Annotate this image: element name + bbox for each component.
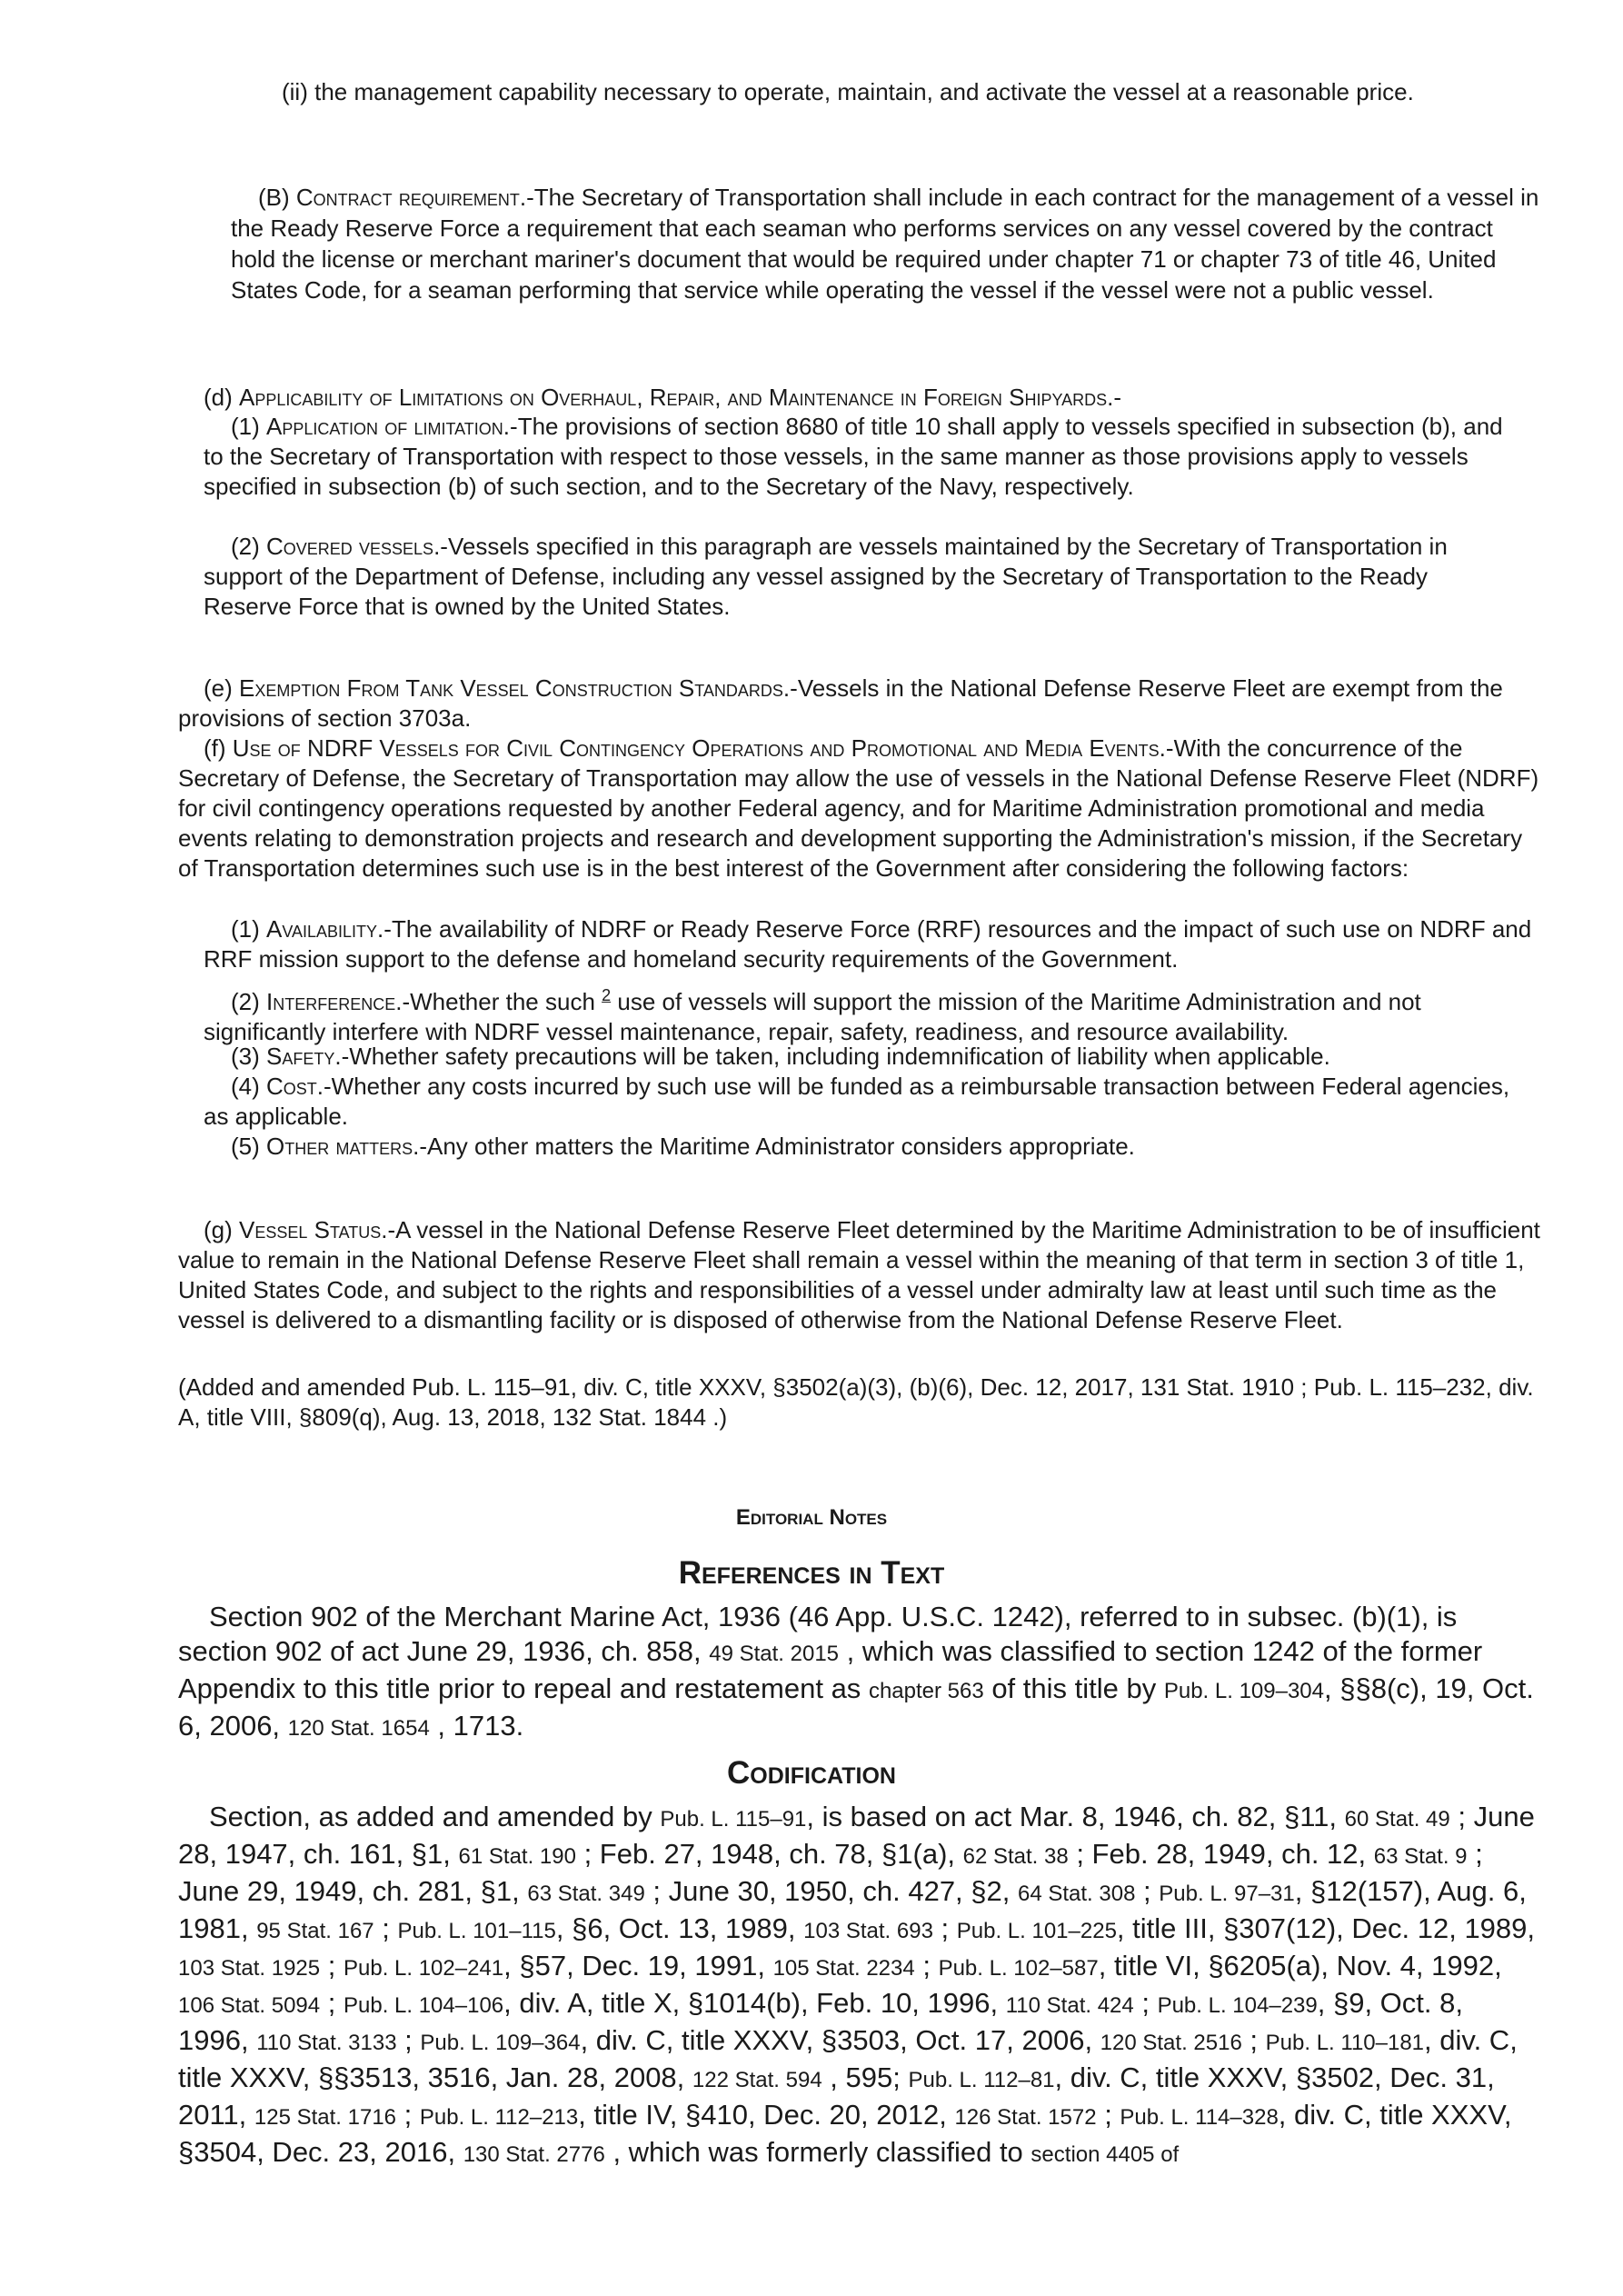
- subsection-g: [178, 1215, 1541, 1335]
- subsection-d-marker: (d): [204, 384, 239, 411]
- paragraph-d2-body: -Vessels specified in this paragraph are vessels maintained by the Secretary of Transportation in support of the Department of Defense, including any vessel assigned by the Secretary of Transportation to the Ready Reserve Force that is owned by the United States.: [204, 533, 1448, 620]
- subsection-f-body: -With the concurrence of the Secretary of Defense, the Secretary of Transportation may allow the use of vessels in the National Defense Reserve Fleet (NDRF) for civil contingency operations requested by another Federal agency, and for Maritime Administration promotional and media events relating to demonstration projects and research and development supporting the Administration's mission, if the Secretary of Transportation determines such use is in the best interest of the Government after considering the following factors:: [178, 734, 1539, 882]
- paragraph-f5-marker: (5): [231, 1133, 266, 1160]
- codification-text: , which was formerly classified to: [604, 2136, 1031, 2168]
- codification-text: ;: [373, 1912, 398, 1944]
- subsection-e-body: -Vessels in the National Defense Reserve Fleet are exempt from the provisions of section 3703a.: [178, 674, 1503, 732]
- subsection-f-marker: (f): [204, 734, 233, 762]
- codification-text: ; June 28, 1947, ch. 161, §1,: [178, 1801, 1535, 1870]
- subsection-f-heading: Use of NDRF Vessels for Civil Contingency Operations and Promotional and Media Events.: [232, 734, 1166, 762]
- citation-link[interactable]: Pub. L. 104–106: [343, 1993, 504, 2018]
- paragraph-f2-body-a: -Whether the such: [402, 988, 602, 1015]
- paragraph-f4-heading: Cost.: [266, 1073, 324, 1100]
- codification-text: ;: [1135, 1875, 1160, 1907]
- codification-text: ;: [1241, 2024, 1266, 2056]
- clause-b-heading: Contract requirement.: [295, 184, 527, 211]
- editorial-notes-heading: Editorial Notes: [735, 1505, 888, 1530]
- references-text-5: , 1713.: [429, 1710, 524, 1742]
- codification-text: Section, as added and amended by: [209, 1801, 661, 1832]
- subsection-g-heading: Vessel Status.: [239, 1216, 388, 1243]
- chapter-563-link[interactable]: chapter 563: [868, 1679, 984, 1703]
- citation-link[interactable]: Pub. L. 101–225: [956, 1919, 1117, 1943]
- codification-text: , div. C, title XXXV, §3504, Dec. 23, 2016,: [178, 2099, 1512, 2168]
- references-text-1: Section 902 of the Merchant Marine Act, 1936 (46 App. U.S.C. 1242), referred to in subsec. (b)(1), is section 902 of act June 29, 1936, ch. 858,: [178, 1601, 1458, 1667]
- codification-text: ; Feb. 27, 1948, ch. 78, §1(a),: [575, 1838, 963, 1870]
- paragraph-d1-heading: Application of limitation.: [266, 413, 511, 440]
- codification-text: ; Feb. 28, 1949, ch. 12,: [1068, 1838, 1374, 1870]
- codification-text: , div. C, title XXXV, §§3513, 3516, Jan. 28, 2008,: [178, 2024, 1518, 2093]
- clause-ii: [244, 76, 1516, 107]
- paragraph-f5-heading: Other matters.: [266, 1133, 420, 1160]
- paragraph-f3-body: -Whether safety precautions will be taken, including indemnification of liability when applicable.: [341, 1043, 1330, 1070]
- citation-link[interactable]: Pub. L. 102–241: [343, 1956, 504, 1981]
- citation-link[interactable]: Pub. L. 101–115: [397, 1919, 556, 1943]
- subsection-d: [204, 382, 1512, 413]
- codification-text: ;: [396, 2024, 421, 2056]
- paragraph-f4-body: -Whether any costs incurred by such use will be funded as a reimbursable transaction between Federal agencies, as applicable.: [204, 1073, 1510, 1130]
- citation-link[interactable]: section 4405 of: [1031, 2142, 1180, 2167]
- codification-text: , §6, Oct. 13, 1989,: [555, 1912, 804, 1944]
- paragraph-f3: [204, 1042, 1539, 1072]
- subsection-e-marker: (e): [204, 674, 239, 702]
- codification-text: , div. C, title XXXV, §3503, Oct. 17, 2006,: [580, 2024, 1100, 2056]
- citation-link[interactable]: Pub. L. 109–364: [420, 2031, 581, 2055]
- codification-text: ;: [932, 1912, 957, 1944]
- subsection-g-marker: (g): [204, 1216, 239, 1243]
- paragraph-f4-marker: (4): [231, 1073, 266, 1100]
- citation-link[interactable]: 64 Stat. 308: [1018, 1882, 1136, 1906]
- citation-link[interactable]: Pub. L. 102–587: [938, 1956, 1099, 1981]
- codification-text: ; June 30, 1950, ch. 427, §2,: [644, 1875, 1018, 1907]
- clause-ii-text: (ii) the management capability necessary to operate, maintain, and activate the vessel at a reasonable price.: [282, 78, 1414, 105]
- source-credit: [178, 1373, 1541, 1433]
- codification-text: , title III, §307(12), Dec. 12, 1989,: [1116, 1912, 1536, 1944]
- codification-text: , 595;: [821, 2061, 909, 2093]
- citation-link[interactable]: 105 Stat. 2234: [772, 1956, 915, 1981]
- citation-link[interactable]: 95 Stat. 167: [256, 1919, 374, 1943]
- citation-link[interactable]: 61 Stat. 190: [458, 1844, 576, 1869]
- codification-text: , §57, Dec. 19, 1991,: [503, 1950, 773, 1982]
- citation-link[interactable]: 106 Stat. 5094: [178, 1993, 321, 2018]
- citation-link[interactable]: 63 Stat. 349: [527, 1882, 645, 1906]
- references-text-4: , §§8(c), 19, Oct. 6, 2006,: [178, 1672, 1534, 1742]
- codification-text: , div. A, title X, §1014(b), Feb. 10, 1996,: [503, 1987, 1006, 2019]
- paragraph-d1-body: -The provisions of section 8680 of title 10 shall apply to vessels specified in subsection (b), and to the Secretary of Transportation with respect to those vessels, in the same manner as those provisions apply to vessels specified in subsection (b) of such section, and to the Secretary of the Navy, respectively.: [204, 413, 1503, 500]
- citation-link[interactable]: 60 Stat. 49: [1344, 1807, 1450, 1832]
- codification-text: ; June 29, 1949, ch. 281, §1,: [178, 1838, 1483, 1907]
- footnote-2-link[interactable]: 2: [602, 986, 612, 1004]
- citation-link[interactable]: 110 Stat. 3133: [256, 2031, 397, 2055]
- paragraph-f5-body: -Any other matters the Maritime Administrator considers appropriate.: [419, 1133, 1135, 1160]
- codification-text: ;: [396, 2099, 420, 2131]
- citation-link[interactable]: Pub. L. 112–213: [419, 2105, 579, 2130]
- codification-text: ;: [1133, 1987, 1158, 2019]
- codification-text: , §9, Oct. 8, 1996,: [178, 1987, 1463, 2056]
- subsection-e-heading: Exemption From Tank Vessel Construction Standards.: [239, 674, 791, 702]
- references-heading: References in Text: [678, 1555, 945, 1591]
- citation-link[interactable]: Pub. L. 97–31: [1159, 1882, 1295, 1906]
- stat-link-49-2015[interactable]: 49 Stat. 2015: [709, 1642, 840, 1666]
- paragraph-f1-marker: (1): [231, 915, 266, 943]
- codification-text: , title VI, §6205(a), Nov. 4, 1992,: [1098, 1950, 1502, 1982]
- citation-link[interactable]: Pub. L. 114–328: [1120, 2105, 1279, 2130]
- pub-l-109-304-link[interactable]: Pub. L. 109–304: [1163, 1679, 1324, 1703]
- paragraph-f3-marker: (3): [231, 1043, 266, 1070]
- citation-link[interactable]: 125 Stat. 1716: [254, 2105, 397, 2130]
- clause-b: [231, 182, 1539, 305]
- subsection-g-body: -A vessel in the National Defense Reserve Fleet determined by the Maritime Administration to be of insufficient value to remain in the National Defense Reserve Fleet shall remain a vessel within the meaning of that term in section 3 of title 1, United States Code, and subject to the rights and responsibilities of a vessel under admiralty law at least until such time as the vessel is delivered to a dismantling facility or is disposed of otherwise from the National Defense Reserve Fleet.: [178, 1216, 1540, 1333]
- citation-link[interactable]: Pub. L. 110–181: [1265, 2031, 1425, 2055]
- paragraph-f1: [204, 914, 1539, 974]
- references-paragraph: [178, 1600, 1541, 1746]
- paragraph-d2-marker: (2): [231, 533, 266, 560]
- codification-text: ;: [914, 1950, 939, 1982]
- paragraph-f4: [204, 1072, 1539, 1132]
- paragraph-f1-body: -The availability of NDRF or Ready Reserve Force (RRF) resources and the impact of such use on NDRF and RRF mission support to the defense and homeland security requirements of the Government.: [204, 915, 1532, 973]
- citation-link[interactable]: 122 Stat. 594: [692, 2068, 822, 2092]
- codification-text: ;: [1096, 2099, 1120, 2131]
- source-credit-text: (Added and amended Pub. L. 115–91, div. C, title XXXV, §3502(a)(3), (b)(6), Dec. 12, 2017, 131 Stat. 1910 ; Pub. L. 115–232, div. A, title VIII, §809(q), Aug. 13, 2018, 132 Stat. 1844 .): [178, 1373, 1534, 1431]
- paragraph-f2-heading: Interference.: [266, 988, 403, 1015]
- citation-link[interactable]: 103 Stat. 693: [803, 1919, 933, 1943]
- codification-text: , is based on act Mar. 8, 1946, ch. 82, §11,: [806, 1801, 1345, 1832]
- paragraph-f3-heading: Safety.: [266, 1043, 342, 1070]
- citation-link[interactable]: Pub. L. 115–91: [660, 1807, 807, 1832]
- subsection-f: [178, 734, 1541, 883]
- citation-link[interactable]: 103 Stat. 1925: [178, 1956, 321, 1981]
- codification-text: , §12(157), Aug. 6, 1981,: [178, 1875, 1527, 1944]
- stat-link-120-1654[interactable]: 120 Stat. 1654: [287, 1716, 430, 1741]
- codification-text: ;: [320, 1987, 344, 2019]
- citation-link[interactable]: 62 Stat. 38: [962, 1844, 1069, 1869]
- subsection-e: [178, 674, 1541, 734]
- subsection-d-heading: Applicability of Limitations on Overhaul, Repair, and Maintenance in Foreign Shipyards.: [239, 384, 1114, 411]
- clause-b-marker: (B): [258, 184, 296, 211]
- citation-link[interactable]: 130 Stat. 2776: [463, 2142, 605, 2167]
- citation-link[interactable]: 110 Stat. 424: [1005, 1993, 1134, 2018]
- codification-text: ;: [320, 1950, 344, 1982]
- paragraph-f5: [204, 1132, 1539, 1162]
- paragraph-f2: [204, 981, 1539, 1047]
- references-text-3: of this title by: [983, 1672, 1164, 1704]
- citation-link[interactable]: 63 Stat. 9: [1373, 1844, 1468, 1869]
- paragraph-f2-marker: (2): [231, 988, 266, 1015]
- paragraph-f2-body-b: use of vessels will support the mission of the Maritime Administration and not significantly interfere with NDRF vessel maintenance, repair, safety, readiness, and resource availability.: [204, 988, 1421, 1045]
- paragraph-d2-heading: Covered vessels.: [266, 533, 441, 560]
- references-text-2: , which was classified to section 1242 of the former Appendix to this title prior to repeal and restatement as: [178, 1635, 1483, 1704]
- codification-paragraph: [178, 1800, 1541, 2172]
- subsection-d-tail: -: [1113, 384, 1122, 411]
- citation-link[interactable]: 126 Stat. 1572: [954, 2105, 1097, 2130]
- citation-link[interactable]: Pub. L. 104–239: [1157, 1993, 1318, 2018]
- citation-link[interactable]: 120 Stat. 2516: [1100, 2031, 1242, 2055]
- codification-heading: Codification: [727, 1755, 896, 1791]
- citation-link[interactable]: Pub. L. 112–81: [908, 2068, 1055, 2092]
- clause-b-body: -The Secretary of Transportation shall include in each contract for the management of a vessel in the Ready Reserve Force a requirement that each seaman who performs services on any vessel covered by the contract hold the license or merchant mariner's document that would be required under chapter 71 or chapter 73 of title 46, United States Code, for a seaman performing that service while operating the vessel if the vessel were not a public vessel.: [231, 184, 1539, 304]
- paragraph-d1-marker: (1): [231, 413, 266, 440]
- codification-text: , title IV, §410, Dec. 20, 2012,: [578, 2099, 955, 2131]
- codification-text: , div. C, title XXXV, §3502, Dec. 31, 2011,: [178, 2061, 1495, 2131]
- paragraph-d2: [204, 532, 1512, 622]
- paragraph-f1-heading: Availability.: [266, 915, 384, 943]
- paragraph-d1: [204, 412, 1512, 502]
